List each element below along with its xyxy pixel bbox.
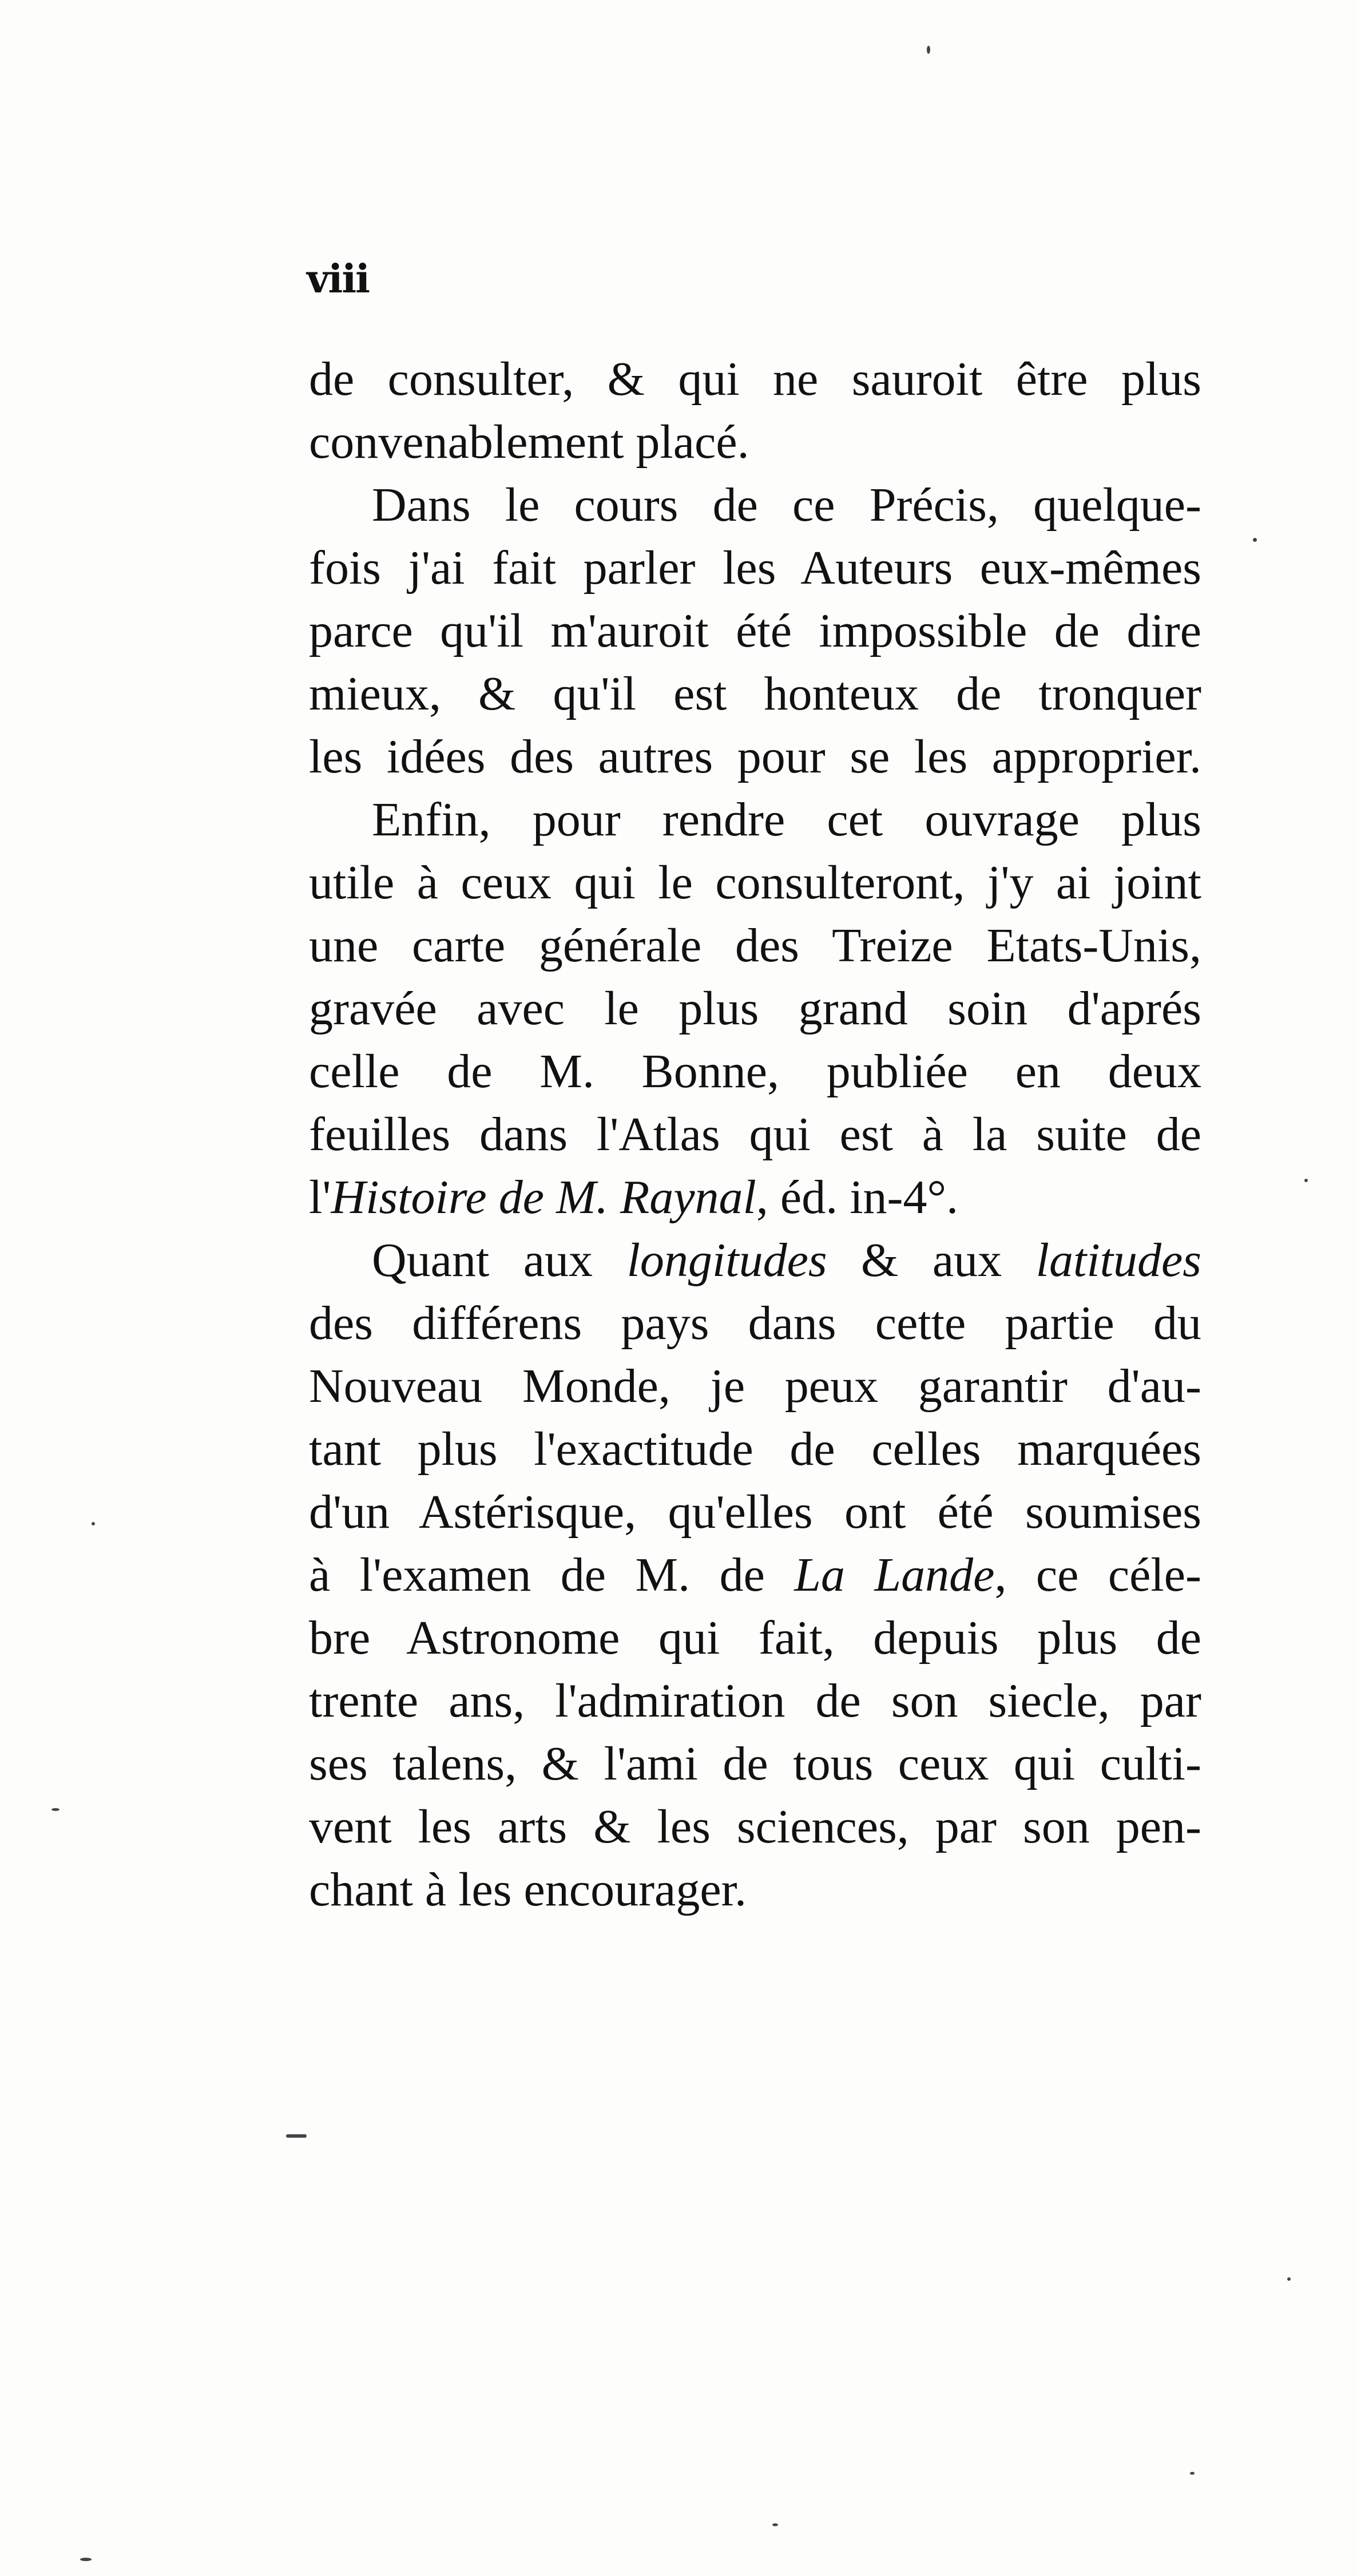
text-fragment: , éd. in-4°. [756, 1171, 959, 1224]
scan-speck [51, 1808, 59, 1811]
text-line: gravée avec le plus grand soin d'aprés [309, 982, 1201, 1035]
text-line: utile à ceux qui le consulteront, j'y ai joint [309, 856, 1201, 909]
text-line: une carte générale des Treize Etats-Unis, [309, 919, 1201, 972]
text-line: tant plus l'exactitude de celles marquées [309, 1422, 1201, 1476]
text-line: trente ans, l'admiration de son siecle, par [309, 1674, 1201, 1727]
text-line: chant à les encourager. [309, 1863, 747, 1916]
text-line [309, 1229, 1201, 1292]
paragraph-4 [309, 1229, 1201, 1921]
scan-speck [927, 46, 930, 54]
scan-speck [1253, 538, 1257, 542]
italic-term: latitudes [1035, 1234, 1201, 1287]
text-line: vent les arts & les sciences, par son pen- [309, 1800, 1201, 1853]
scan-speck [92, 1522, 95, 1525]
scan-speck [1287, 2277, 1291, 2281]
page-number: viii [307, 256, 370, 302]
text-line: mieux, & qu'il est honteux de tronquer [309, 667, 1201, 720]
paragraph-3 [309, 788, 1201, 1229]
text-line: des différens pays dans cette partie du [309, 1297, 1201, 1350]
paragraph-2 [309, 474, 1201, 788]
italic-name: La Lande [794, 1548, 995, 1602]
scan-speck [1304, 1179, 1308, 1182]
italic-term: longitudes [626, 1234, 827, 1287]
text-line: les idées des autres pour se les approprier. [309, 730, 1201, 783]
text-line: celle de M. Bonne, publiée en deux [309, 1045, 1201, 1098]
text-line: Enfin, pour rendre cet ouvrage plus [372, 793, 1201, 846]
text-line: d'un Astérisque, qu'elles ont été soumises [309, 1485, 1201, 1539]
text-fragment: l' [309, 1171, 331, 1224]
text-line: de consulter, & qui ne sauroit être plus [309, 352, 1201, 406]
scan-speck [772, 2523, 778, 2526]
scan-speck [1190, 2472, 1195, 2475]
italic-title: Histoire de M. Raynal [331, 1171, 756, 1224]
text-fragment: Quant aux [372, 1234, 627, 1287]
text-fragment: à l'examen de M. de [309, 1548, 795, 1602]
paragraph-1 [309, 348, 1201, 474]
body-text [309, 348, 1201, 1921]
scan-speck [286, 2134, 307, 2138]
text-line: Nouveau Monde, je peux garantir d'au- [309, 1360, 1201, 1413]
text-line: bre Astronome qui fait, depuis plus de [309, 1611, 1201, 1665]
text-line: Dans le cours de ce Précis, quelque- [372, 478, 1201, 532]
text-line: ses talens, & l'ami de tous ceux qui culti- [309, 1737, 1201, 1790]
text-line: parce qu'il m'auroit été impossible de dire [309, 604, 1201, 657]
text-line: fois j'ai fait parler les Auteurs eux-mêmes [309, 541, 1201, 595]
scan-speck [80, 2558, 92, 2561]
text-fragment: & aux [827, 1234, 1036, 1287]
text-fragment: , ce céle- [994, 1548, 1201, 1602]
text-line: feuilles dans l'Atlas qui est à la suite de [309, 1108, 1201, 1161]
text-line: convenablement placé. [309, 415, 749, 469]
text-line [309, 1166, 1201, 1229]
text-line [309, 1544, 1201, 1607]
